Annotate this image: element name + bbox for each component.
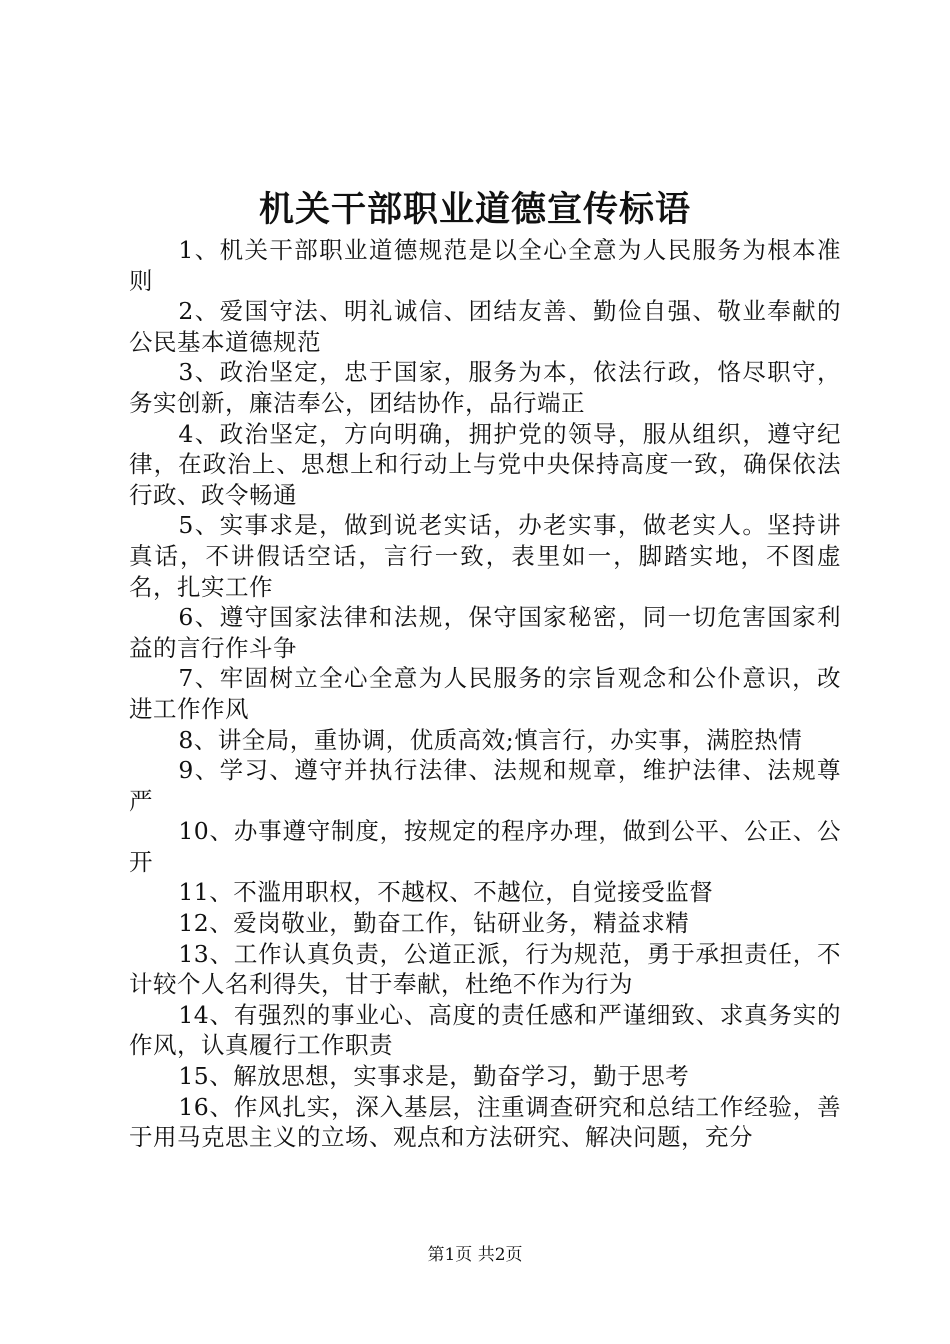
slogan-item: 11、不滥用职权，不越权、不越位，自觉接受监督 (178, 878, 714, 907)
slogan-item: 15、解放思想，实事求是，勤奋学习，勤于思考 (178, 1062, 690, 1091)
slogan-item: 16、作风扎实，深入基层，注重调查研究和总结工作经验，善于用马克思主义的立场、观点和方法研究、解决问题，充分 (129, 1092, 841, 1152)
slogan-item: 14、有强烈的事业心、高度的责任感和严谨细致、求真务实的作风，认真履行工作职责 (129, 1000, 841, 1060)
slogan-item: 8、讲全局，重协调，优质高效;慎言行，办实事，满腔热情 (178, 725, 803, 754)
slogan-item: 7、牢固树立全心全意为人民服务的宗旨观念和公仆意识，改进工作作风 (129, 664, 841, 723)
slogan-item: 9、学习、遵守并执行法律、法规和规章，维护法律、法规尊严 (129, 756, 841, 815)
slogan-item: 2、爱国守法、明礼诚信、团结友善、勤俭自强、敬业奉献的公民基本道德规范 (129, 297, 841, 356)
slogan-item: 3、政治坚定，忠于国家，服务为本，依法行政，恪尽职守，务实创新，廉洁奉公，团结协作，品行端正 (129, 358, 841, 417)
slogan-item: 10、办事遵守制度，按规定的程序办理，做到公平、公正、公开 (129, 817, 841, 876)
slogan-item: 12、爱岗敬业，勤奋工作，钻研业务，精益求精 (178, 909, 690, 938)
slogan-item: 5、实事求是，做到说老实话，办老实事，做老实人。坚持讲真话，不讲假话空话，言行一致，表里如一，脚踏实地，不图虚名，扎实工作 (129, 511, 841, 601)
page-number: 第1页 共2页 (427, 1245, 523, 1265)
slogan-item: 13、工作认真负责，公道正派，行为规范，勇于承担责任，不计较个人名利得失，甘于奉献，杜绝不作为行为 (129, 939, 841, 999)
slogan-list (129, 235, 841, 1153)
document-title: 机关干部职业道德宣传标语 (258, 189, 691, 230)
slogan-item: 6、遵守国家法律和法规，保守国家秘密，同一切危害国家利益的言行作斗争 (129, 603, 841, 662)
slogan-item: 1、机关干部职业道德规范是以全心全意为人民服务为根本准则 (129, 236, 841, 295)
slogan-item: 4、政治坚定，方向明确，拥护党的领导，服从组织，遵守纪律，在政治上、思想上和行动上与党中央保持高度一致，确保依法行政、政令畅通 (129, 419, 841, 509)
